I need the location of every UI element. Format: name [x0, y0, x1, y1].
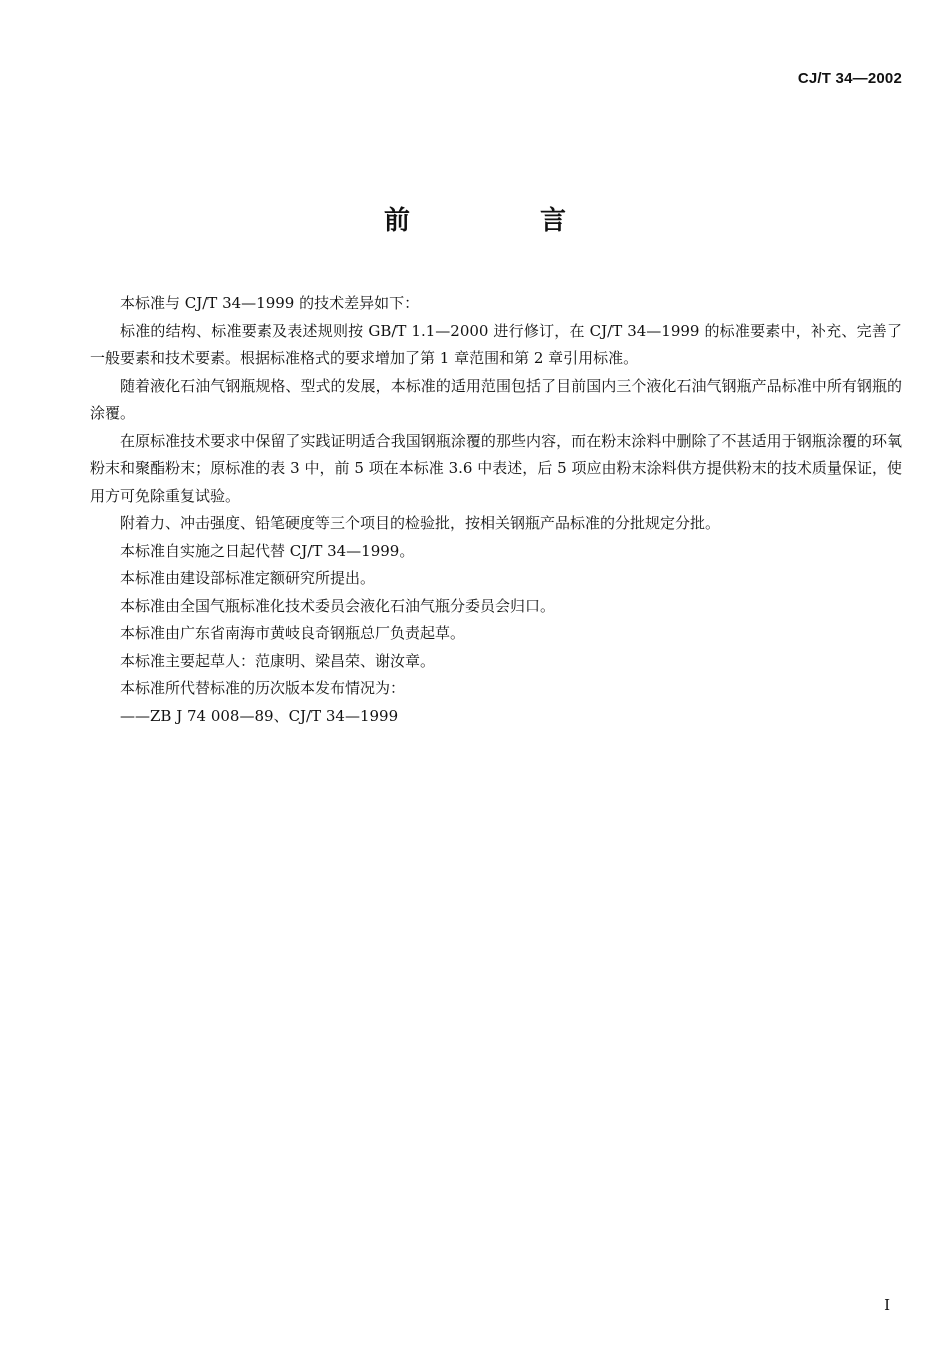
paragraph-history-intro: 本标准所代替标准的历次版本发布情况为： — [120, 679, 406, 697]
paragraph-drafting-unit: 本标准由广东省南海市黄岐良奇钢瓶总厂负责起草。 — [120, 624, 466, 642]
standard-code-header: CJ/T 34—2002 — [797, 70, 902, 87]
paragraph-replacement: 本标准自实施之日起代替 CJ/T 34—1999。 — [120, 541, 415, 560]
history-line: ——ZB J 74 008—89、CJ/T 34—1999 — [120, 706, 399, 725]
paragraph-proposer: 本标准由建设部标准定额研究所提出。 — [120, 569, 376, 587]
paragraph-responsible-committee: 本标准由全国气瓶标准化技术委员会液化石油气瓶分委员会归口。 — [120, 596, 556, 615]
preface-body — [90, 290, 902, 730]
paragraph-technical-differences: 本标准与 CJ/T 34—1999 的技术差异如下： — [120, 294, 420, 312]
paragraph-scope: 随着液化石油气钢瓶规格、型式的发展，本标准的适用范围包括了目前国内三个液化石油气钢瓶产品标准中所有钢瓶的涂覆。 — [90, 376, 902, 422]
page-number: I — [884, 1296, 890, 1314]
paragraph-inspection-batch: 附着力、冲击强度、铅笔硬度等三个项目的检验批，按相关钢瓶产品标准的分批规定分批。 — [120, 514, 721, 532]
page-title: 前 言 — [383, 206, 618, 236]
paragraph-drafters: 本标准主要起草人：范康明、梁昌荣、谢汝章。 — [120, 651, 436, 670]
paragraph-requirements: 在原标准技术要求中保留了实践证明适合我国钢瓶涂覆的那些内容，而在粉末涂料中删除了不甚适用于钢瓶涂覆的环氧粉末和聚酯粉末；原标准的表 3 中，前 5 项在本标准 3.6 中表述，后 5 项应由粉末涂料供方提供粉末的技术质量保证，使用方可免除重复试验。 — [90, 431, 902, 505]
paragraph-structure-revision: 标准的结构、标准要素及表述规则按 GB/T 1.1—2000 进行修订，在 CJ/T 34—1999 的标准要素中，补充、完善了一般要素和技术要素。根据标准格式的要求增加了第 1 章范围和第 2 章引用标准。 — [90, 321, 902, 367]
